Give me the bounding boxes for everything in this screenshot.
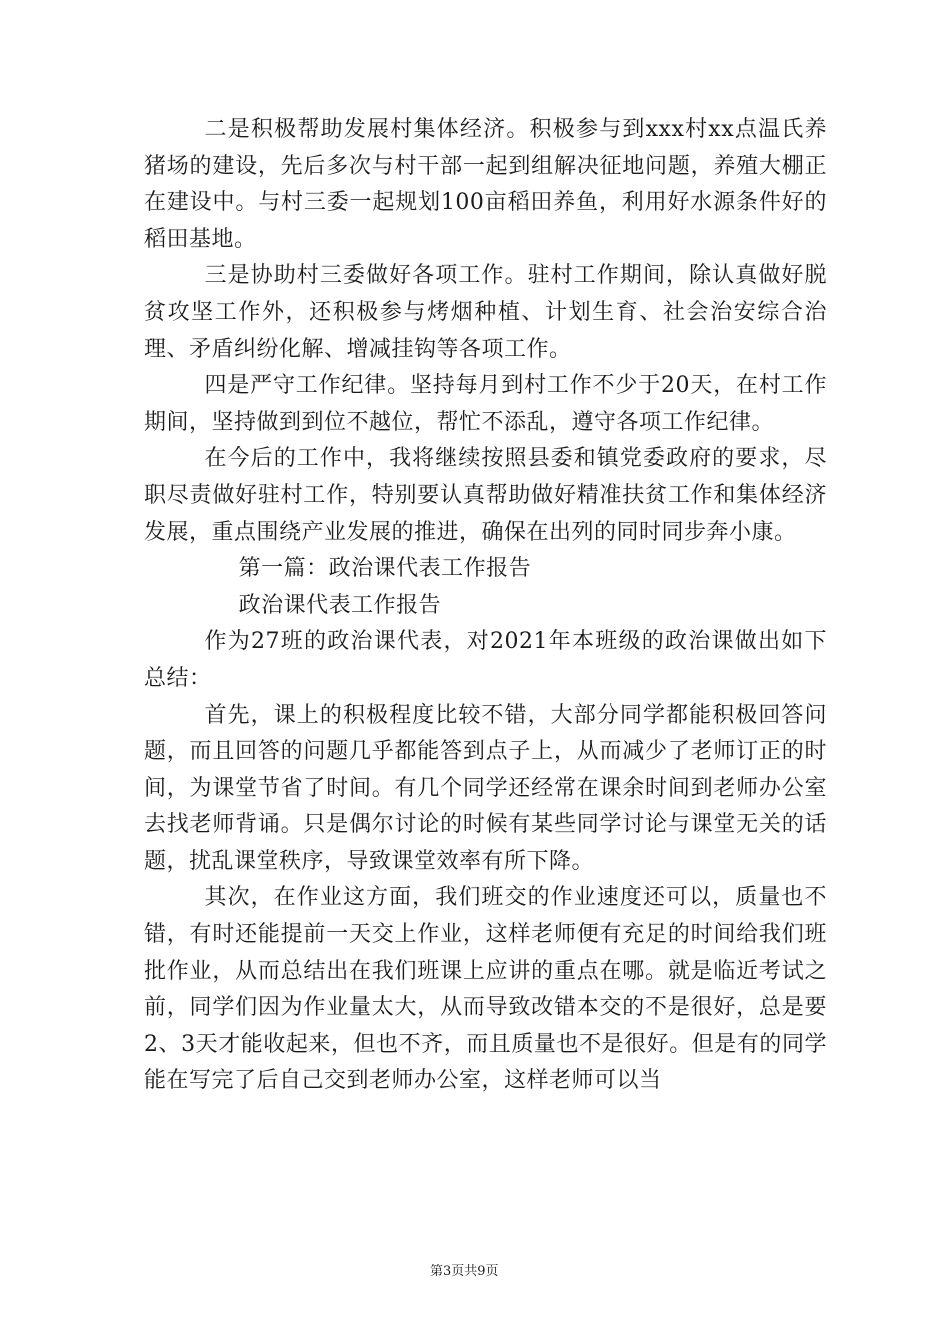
paragraph-homework: 其次，在作业这方面，我们班交的作业速度还可以，质量也不错，有时还能提前一天交上作业，这样老师便有充足的时间给我们班批作业，从而总结出在我们班课上应讲的重点在哪。就是临近考试之前，同学们因为作业量太大，从而导致改错本交的不是很好，总是要2、3天才能收起来，但也不齐，而且质量也不是很好。但是有的同学能在写完了后自己交到老师办公室，这样老师可以当: [144, 885, 827, 1094]
paragraph-collective-economy: 二是积极帮助发展村集体经济。积极参与到xxx村xx点温氏养猪场的建设，先后多次与村干部一起到组解决征地问题，养殖大棚正在建设中。与村三委一起规划100亩稻田养鱼，利用好水源条件好的稻田基地。: [144, 117, 827, 252]
paragraph-classroom: 首先，课上的积极程度比较不错，大部分同学都能积极回答问题，而且回答的问题几乎都能答到点子上，从而减少了老师订正的时间，为课堂节省了时间。有几个同学还经常在课余时间到老师办公室去找老师背诵。只是偶尔讨论的时候有某些同学讨论与课堂无关的话题，扰乱课堂秩序，导致课堂效率有所下降。: [144, 702, 827, 874]
paragraph-assist-committee: 三是协助村三委做好各项工作。驻村工作期间，除认真做好脱贫攻坚工作外，还积极参与烤烟种植、计划生育、社会治安综合治理、矛盾纠纷化解、增减挂钩等各项工作。: [144, 263, 827, 362]
page-number-footer: 第3页共9页: [430, 1264, 499, 1279]
document-body: [144, 112, 827, 1100]
paragraph-future-work: 在今后的工作中，我将继续按照县委和镇党委政府的要求，尽职尽责做好驻村工作，特别要认真帮助做好精准扶贫工作和集体经济发展，重点围绕产业发展的推进，确保在出列的同时同步奔小康。: [144, 446, 827, 545]
paragraph-work-discipline: 四是严守工作纪律。坚持每月到村工作不少于20天，在村工作期间，坚持做到到位不越位，帮忙不添乱，遵守各项工作纪律。: [144, 373, 827, 435]
report-title: 政治课代表工作报告: [238, 592, 442, 618]
paragraph-intro: 作为27班的政治课代表，对2021年本班级的政治课做出如下总结：: [144, 629, 827, 691]
section-heading: 第一篇：政治课代表工作报告: [238, 556, 532, 582]
